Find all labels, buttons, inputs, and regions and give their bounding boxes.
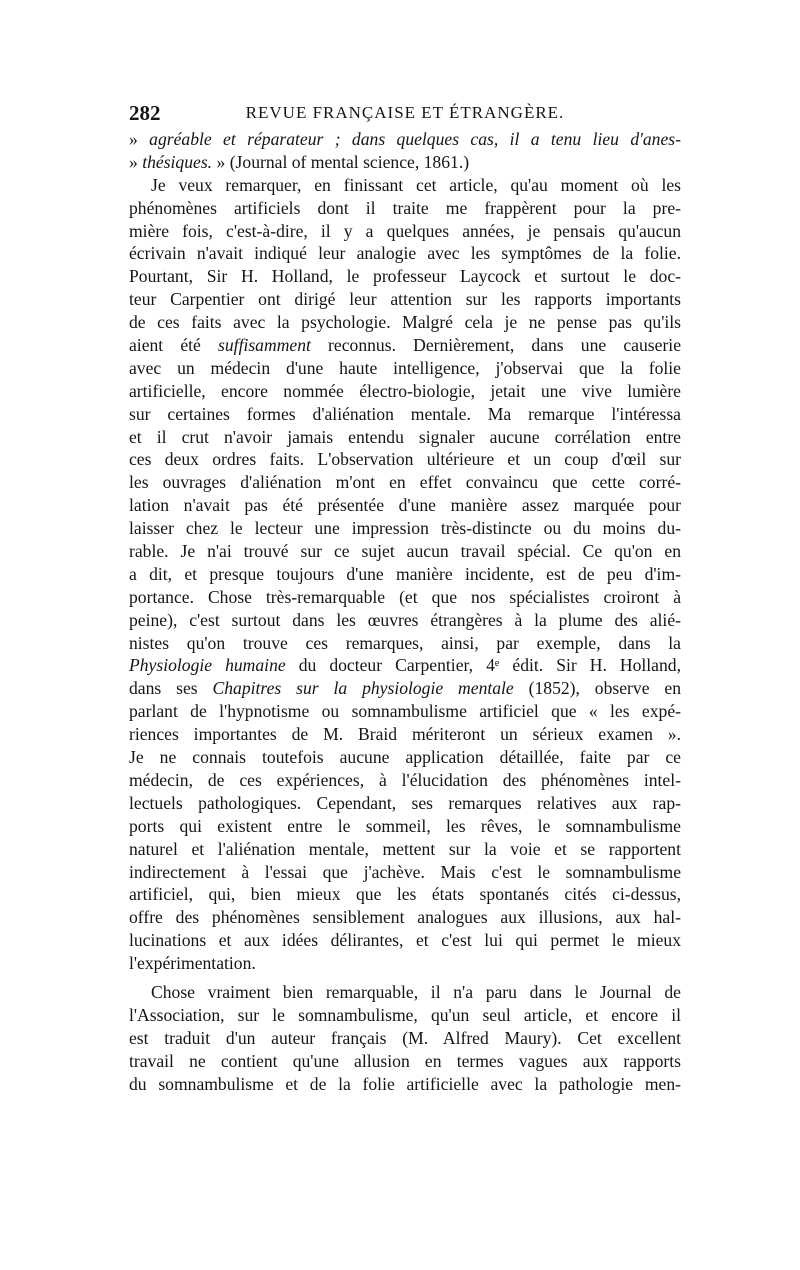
text-line bbox=[129, 609, 681, 632]
text-run: du somnambulisme et de la folie artificielle avec la pathologie men- bbox=[129, 1073, 681, 1094]
text-line bbox=[129, 861, 681, 884]
body-text bbox=[129, 128, 681, 1095]
text-line bbox=[129, 448, 681, 471]
text-run: phénomènes artificiels dont il traite me frappèrent pour la pre- bbox=[129, 197, 681, 218]
text-line bbox=[129, 1027, 681, 1050]
text-run: indirectement à l'essai que j'achève. Mais c'est le somnambulisme bbox=[129, 861, 681, 882]
text-run: du docteur Carpentier, 4ᵉ édit. Sir H. Holland, bbox=[285, 655, 681, 676]
text-line bbox=[129, 311, 681, 334]
text-run: ports qui existent entre le sommeil, les rêves, le somnambulisme bbox=[129, 815, 681, 836]
italic-run: agréable et réparateur ; dans quelques cas, il a tenu lieu d'anes- bbox=[149, 129, 681, 149]
text-run: de ces faits avec la psychologie. Malgré cela je ne pense pas qu'ils bbox=[129, 312, 681, 333]
text-run: avec un médecin d'une haute intelligence, j'observai que la folie bbox=[129, 357, 681, 378]
text-line bbox=[129, 981, 681, 1004]
text-run: artificielle, encore nommée électro-biologie, jetait une vive lumière bbox=[129, 380, 681, 401]
text-line bbox=[129, 746, 681, 769]
paragraph bbox=[129, 174, 681, 975]
text-run: ces deux ordres faits. L'observation ultérieure et un coup d'œil sur bbox=[129, 449, 681, 470]
text-line bbox=[129, 242, 681, 265]
text-line bbox=[129, 357, 681, 380]
text-run: teur Carpentier ont dirigé leur attention sur les rapports importants bbox=[129, 289, 681, 310]
italic-run: thésiques. bbox=[142, 151, 213, 172]
text-run: et il crut n'avoir jamais entendu signaler aucune corrélation entre bbox=[129, 426, 681, 447]
text-run: Chose vraiment bien remarquable, il n'a paru dans le Journal de bbox=[151, 981, 681, 1002]
text-line bbox=[129, 723, 681, 746]
text-run: l'expérimentation. bbox=[129, 953, 256, 974]
text-line bbox=[129, 334, 681, 357]
text-line bbox=[129, 1004, 681, 1027]
text-line bbox=[129, 906, 681, 929]
text-line bbox=[129, 380, 681, 403]
text-run: écrivain n'avait indiqué leur analogie avec les symptômes de la folie. bbox=[129, 243, 681, 264]
text-run: Je veux remarquer, en finissant cet article, qu'au moment où les bbox=[151, 174, 681, 195]
text-run: portance. Chose très-remarquable (et que nos spécialistes croiront à bbox=[129, 586, 681, 607]
text-line bbox=[129, 128, 681, 151]
text-line bbox=[129, 1073, 681, 1096]
text-run: médecin, de ces expériences, à l'élucidation des phénomènes intel- bbox=[129, 769, 681, 790]
text-run: dans ses bbox=[129, 678, 213, 699]
text-line bbox=[129, 632, 681, 655]
text-line bbox=[129, 197, 681, 220]
text-run: peine), c'est surtout dans les œuvres étrangères à la plume des alié- bbox=[129, 609, 681, 630]
text-line bbox=[129, 288, 681, 311]
text-run: reconnus. Dernièrement, dans une causerie bbox=[310, 335, 682, 356]
text-run: l'Association, sur le somnambulisme, qu'un seul article, et encore il bbox=[129, 1004, 681, 1025]
text-line bbox=[129, 792, 681, 815]
text-run: Je ne connais toutefois aucune application détaillée, faite par ce bbox=[129, 747, 681, 768]
text-line bbox=[129, 952, 681, 975]
text-run: » bbox=[129, 151, 143, 172]
text-run: a dit, et presque toujours d'une manière incidente, est de peu d'im- bbox=[129, 563, 681, 584]
text-run: mière fois, c'est-à-dire, il y a quelques années, je pensais qu'aucun bbox=[129, 220, 681, 241]
italic-run: suffisamment bbox=[218, 335, 311, 356]
text-line bbox=[129, 769, 681, 792]
text-run: » (Journal of mental science, 1861.) bbox=[212, 151, 470, 172]
text-run: rable. Je n'ai trouvé sur ce sujet aucun travail spécial. Ce qu'on en bbox=[129, 541, 681, 562]
text-run: artificiel, qui, bien mieux que les états spontanés cités ci-dessus, bbox=[129, 884, 681, 905]
text-run: naturel et l'aliénation mentale, mettent sur la voie et se rapportent bbox=[129, 838, 681, 859]
text-line bbox=[129, 471, 681, 494]
text-line bbox=[129, 403, 681, 426]
text-run: les ouvrages d'aliénation m'ont en effet convaincu que cette corré- bbox=[129, 472, 681, 493]
text-run: lation n'avait pas été présentée d'une manière assez marquée pour bbox=[129, 495, 681, 516]
text-run: lectuels pathologiques. Cependant, ses remarques relatives aux rap- bbox=[129, 792, 681, 813]
text-line bbox=[129, 883, 681, 906]
running-head: REVUE FRANÇAISE ET ÉTRANGÈRE. bbox=[245, 103, 565, 122]
text-line bbox=[129, 1050, 681, 1073]
text-line bbox=[129, 265, 681, 288]
text-line bbox=[129, 517, 681, 540]
page-header bbox=[129, 98, 681, 128]
text-run: est traduit d'un auteur français (M. Alfred Maury). Cet excellent bbox=[129, 1027, 681, 1048]
text-run: Pourtant, Sir H. Holland, le professeur Laycock et surtout le doc- bbox=[129, 266, 681, 287]
text-run: travail ne contient qu'une allusion en termes vagues aux rapports bbox=[129, 1050, 681, 1071]
text-line bbox=[129, 426, 681, 449]
page-number: 282 bbox=[129, 101, 161, 125]
text-line bbox=[129, 677, 681, 700]
text-run: aient été bbox=[129, 335, 219, 356]
text-line bbox=[129, 700, 681, 723]
text-run: sur certaines formes d'aliénation mentale. Ma remarque l'intéressa bbox=[129, 403, 681, 424]
paragraph bbox=[129, 128, 681, 174]
text-run: (1852), observe en bbox=[513, 678, 681, 699]
text-line bbox=[129, 220, 681, 243]
text-line bbox=[129, 174, 681, 197]
text-line bbox=[129, 929, 681, 952]
text-line bbox=[129, 586, 681, 609]
italic-run: Chapitres sur la physiologie mentale bbox=[212, 678, 514, 699]
text-run: riences importantes de M. Braid mériteront un sérieux examen ». bbox=[129, 724, 681, 745]
text-line bbox=[129, 815, 681, 838]
text-run: lucinations et aux idées délirantes, et c'est lui qui permet le mieux bbox=[129, 930, 681, 951]
text-line bbox=[129, 654, 681, 677]
text-run: » bbox=[129, 129, 150, 149]
text-line bbox=[129, 151, 681, 174]
italic-run: Physiologie humaine bbox=[129, 655, 286, 676]
text-run: parlant de l'hypnotisme ou somnambulisme artificiel que « les expé- bbox=[129, 701, 681, 722]
text-run: offre des phénomènes sensiblement analogues aux illusions, aux hal- bbox=[129, 907, 681, 928]
text-line bbox=[129, 563, 681, 586]
text-line bbox=[129, 494, 681, 517]
text-run: laisser chez le lecteur une impression très-distincte ou du moins du- bbox=[129, 518, 681, 539]
paragraph bbox=[129, 981, 681, 1095]
text-line bbox=[129, 540, 681, 563]
text-line bbox=[129, 838, 681, 861]
text-run: nistes qu'on trouve ces remarques, ainsi, par exemple, dans la bbox=[129, 632, 681, 653]
